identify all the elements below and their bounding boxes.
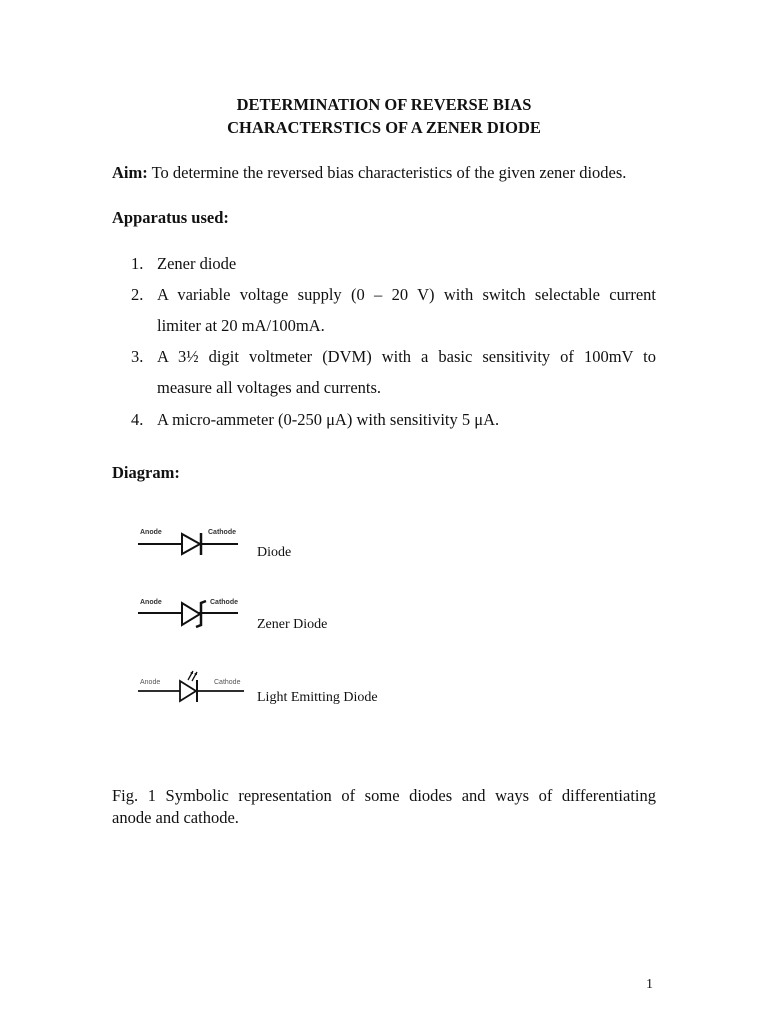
led-figure xyxy=(136,668,246,706)
diode-figure xyxy=(136,526,240,562)
list-item-text-continued: measure all voltages and currents. xyxy=(157,378,382,397)
title-line-1: DETERMINATION OF REVERSE BIAS xyxy=(236,95,532,114)
aim-paragraph xyxy=(112,161,672,185)
figure-caption-line-2: anode and cathode. xyxy=(112,808,239,827)
apparatus-heading: Apparatus used: xyxy=(112,208,229,227)
diagram-heading: Diagram: xyxy=(112,463,180,482)
anode-label: Anode xyxy=(140,529,162,536)
list-item-number: 3. xyxy=(131,347,144,366)
list-item-number: 4. xyxy=(131,410,144,429)
list-item-text: A micro-ammeter (0-250 μA) with sensitivity 5 μA. xyxy=(157,410,500,429)
anode-label: Anode xyxy=(140,679,161,686)
figure-caption-line-1: Fig. 1 Symbolic representation of some diodes and ways of differentiating xyxy=(112,786,656,805)
zener-diode-caption: Zener Diode xyxy=(257,617,328,632)
aim-label: Aim: xyxy=(112,163,148,182)
list-item xyxy=(131,341,656,403)
figure-caption xyxy=(112,785,656,829)
list-item xyxy=(131,248,656,279)
list-item-text: A 3½ digit voltmeter (DVM) with a basic sensitivity of 100mV to xyxy=(157,347,656,366)
list-item xyxy=(131,279,656,341)
list-item-text: Zener diode xyxy=(157,254,237,273)
led-symbol-icon xyxy=(136,668,246,706)
title-line-2: CHARACTERSTICS OF A ZENER DIODE xyxy=(227,118,541,137)
list-item xyxy=(131,404,656,435)
page-number: 1 xyxy=(646,977,653,992)
led-caption: Light Emitting Diode xyxy=(257,690,378,705)
anode-label: Anode xyxy=(140,599,162,606)
zener-diode-figure xyxy=(136,597,240,633)
list-item-text-continued: limiter at 20 mA/100mA. xyxy=(157,316,325,335)
list-item-number: 2. xyxy=(131,285,144,304)
cathode-label: Cathode xyxy=(208,529,236,536)
cathode-label: Cathode xyxy=(210,599,238,606)
list-item-text: A variable voltage supply (0 – 20 V) with switch selectable current xyxy=(157,285,656,304)
diode-caption: Diode xyxy=(257,545,292,560)
cathode-label: Cathode xyxy=(214,679,241,686)
aim-text: To determine the reversed bias characteristics of the given zener diodes. xyxy=(147,163,627,182)
list-item-number: 1. xyxy=(131,254,144,273)
